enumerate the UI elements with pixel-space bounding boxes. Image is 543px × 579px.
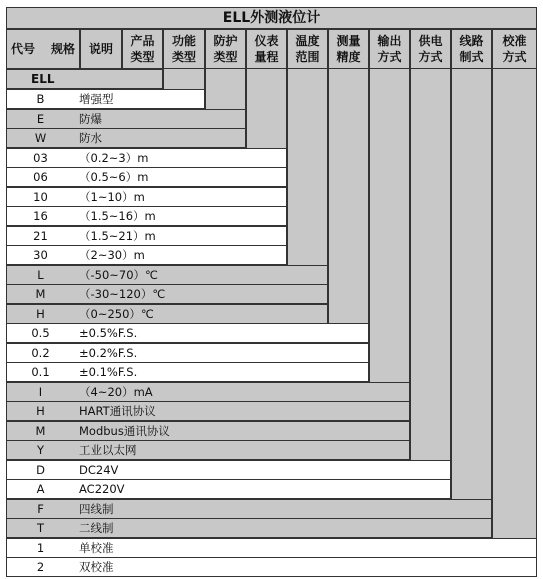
table-row (6, 518, 492, 538)
option-desc: （1.5~16）m (79, 209, 156, 223)
table-row (6, 362, 369, 382)
option-desc: Modbus通讯协议 (79, 423, 170, 438)
option-desc: 单校准 (79, 540, 114, 555)
option-desc: （2~30）m (79, 248, 145, 262)
option-desc: 二线制 (79, 521, 114, 535)
table-row (6, 128, 246, 148)
table-row (6, 245, 287, 265)
option-desc: （-50~70）℃ (79, 267, 158, 282)
header-col-6: 测量 精度 (328, 29, 369, 69)
option-code: H (36, 306, 45, 321)
header-col-7: 输出 方式 (369, 29, 410, 69)
table-row (6, 284, 328, 304)
option-desc: （0.2~3）m (79, 150, 149, 165)
option-desc: HART通讯协议 (79, 404, 156, 418)
table-row (6, 148, 287, 168)
option-code: 10 (33, 189, 48, 204)
option-code: 16 (33, 209, 48, 223)
table-title: ELL外测液位计 (6, 7, 537, 29)
option-code: 03 (33, 150, 48, 165)
option-code: 0.1 (31, 365, 50, 379)
table-row (6, 440, 410, 460)
option-desc: 四线制 (79, 501, 114, 516)
table-row (6, 479, 451, 499)
table-row (6, 206, 287, 226)
option-desc: ±0.2%F.S. (79, 345, 138, 360)
header-col-10: 校准 方式 (492, 29, 537, 69)
option-code: A (36, 482, 45, 496)
option-desc: ±0.5%F.S. (79, 326, 138, 340)
option-desc: 双校准 (79, 560, 114, 574)
option-code: 2 (36, 560, 45, 574)
option-code: Y (36, 443, 45, 457)
table-row (6, 109, 246, 129)
table-row (6, 421, 410, 441)
table-row (6, 265, 328, 285)
header-code-label: 代号 (11, 42, 36, 56)
option-code: I (38, 384, 43, 399)
table-row (6, 557, 537, 577)
option-desc: （0.5~6）m (79, 170, 149, 184)
option-desc: （1.5~21）m (79, 228, 156, 243)
table-row (6, 538, 537, 558)
option-code: W (34, 131, 47, 145)
option-code: B (36, 92, 45, 106)
column-bar-9 (492, 69, 537, 577)
header-col-2: 功能 类型 (163, 29, 205, 69)
option-desc: （-30~120）℃ (79, 287, 166, 301)
header-col-0: 说明 (80, 29, 122, 69)
option-desc: 防水 (79, 131, 102, 145)
option-desc: （4~20）mA (79, 384, 153, 399)
header-code-spec (6, 29, 80, 69)
option-code: D (36, 462, 45, 477)
header-col-9: 线路 制式 (451, 29, 492, 69)
option-code: E (36, 111, 45, 126)
table-row (6, 343, 369, 363)
table-row (6, 323, 369, 343)
option-code: H (36, 404, 45, 418)
option-code: T (36, 521, 45, 535)
option-desc: 防爆 (79, 111, 102, 126)
option-code: L (37, 267, 44, 282)
column-bar-7 (410, 69, 451, 499)
table-row (6, 167, 287, 187)
table-row (6, 304, 328, 324)
table-row (6, 401, 410, 421)
table-row (6, 382, 410, 402)
option-desc: ±0.1%F.S. (79, 365, 138, 379)
column-bar-8 (451, 69, 492, 538)
header-col-8: 供电 方式 (410, 29, 451, 69)
option-code: 0.2 (31, 345, 50, 360)
table-row (6, 460, 451, 480)
option-desc: （1~10）m (79, 189, 145, 204)
option-code: M (35, 423, 46, 438)
option-desc: 工业以太网 (79, 443, 137, 457)
header-spec-label: 规格 (50, 42, 75, 56)
option-code: 0.5 (31, 326, 50, 340)
table-row (6, 89, 205, 109)
option-code: F (37, 501, 44, 516)
header-col-5: 温度 范围 (287, 29, 328, 69)
option-desc: DC24V (79, 462, 119, 477)
header-col-3: 防护 类型 (205, 29, 246, 69)
base-code-cell: ELL (6, 69, 163, 89)
option-code: 30 (33, 248, 48, 262)
option-code: 21 (33, 228, 48, 243)
option-code: 1 (36, 540, 45, 555)
table-row (6, 499, 492, 519)
option-code: M (35, 287, 46, 301)
option-desc: （0~250）℃ (79, 306, 154, 321)
table-row (6, 187, 287, 207)
option-code: 06 (33, 170, 48, 184)
header-col-1: 产品 类型 (122, 29, 163, 69)
option-desc: 增强型 (79, 92, 114, 106)
table-row (6, 226, 287, 246)
option-desc: AC220V (79, 482, 125, 496)
header-col-4: 仪表 量程 (246, 29, 287, 69)
